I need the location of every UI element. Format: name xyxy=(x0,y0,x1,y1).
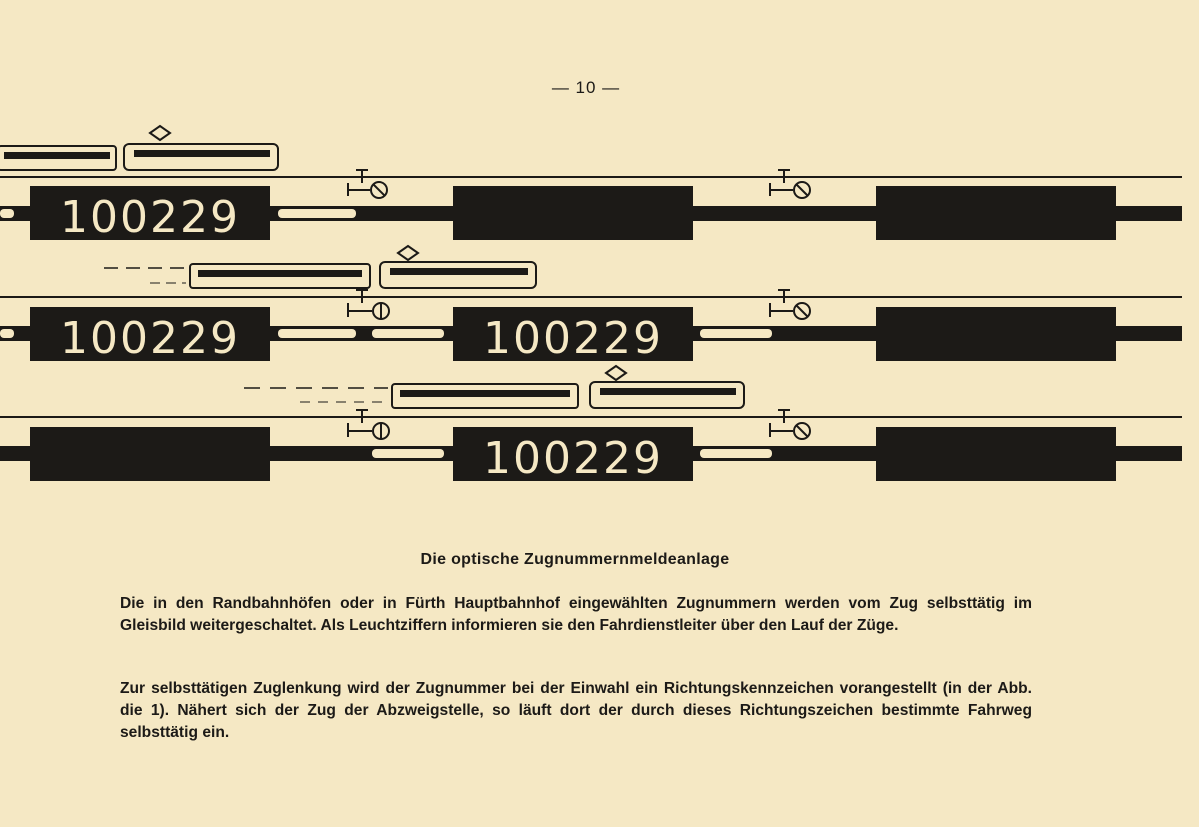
number-display: 100229 xyxy=(483,313,663,364)
number-box xyxy=(30,427,270,481)
number-box xyxy=(876,186,1116,240)
track-row-2 xyxy=(0,246,1182,364)
track-light xyxy=(278,209,356,218)
number-box xyxy=(876,427,1116,481)
caption-paragraph: Die in den Randbahnhöfen oder in Fürth Hauptbahnhof eingewählten Zugnummern werden vom Zug selbsttätig im Gleisbild weitergeschaltet. Als Leuchtziffern informieren sie den Fahrdienstleiter über den Lauf der Züge. xyxy=(120,595,1032,634)
signal-icon xyxy=(348,410,389,439)
caption-paragraph: Zur selbsttätigen Zuglenkung wird der Zugnummer bei der Einwahl ein Richtungskennzeichen vorangestellt (in der Abb. die 1). Nähert sich der Zug der Abzweigstelle, so läuft dort der durch dieses Richtungszeichen bestimmte Fahrweg selbsttätig ein. xyxy=(120,680,1032,741)
number-box xyxy=(453,186,693,240)
track-light xyxy=(0,329,14,338)
track-light xyxy=(278,329,356,338)
page-number: — 10 — xyxy=(551,78,621,97)
track-light xyxy=(700,329,772,338)
track-row-1 xyxy=(0,126,1182,243)
track-light xyxy=(372,329,444,338)
signal-icon xyxy=(348,290,389,319)
signal-icon xyxy=(770,170,810,198)
signal-icon xyxy=(770,410,810,439)
number-display: 100229 xyxy=(60,192,240,243)
track-light xyxy=(372,449,444,458)
number-box xyxy=(876,307,1116,361)
signal-icon xyxy=(348,170,387,198)
train-icon xyxy=(104,246,536,288)
track-light xyxy=(700,449,772,458)
number-display: 100229 xyxy=(483,433,663,484)
number-display: 100229 xyxy=(60,313,240,364)
train-icon xyxy=(0,126,278,170)
signal-icon xyxy=(770,290,810,319)
track-row-3 xyxy=(0,366,1182,484)
track-light xyxy=(0,209,14,218)
train-icon xyxy=(244,366,744,408)
caption-title: Die optische Zugnummernmeldeanlage xyxy=(420,551,730,568)
